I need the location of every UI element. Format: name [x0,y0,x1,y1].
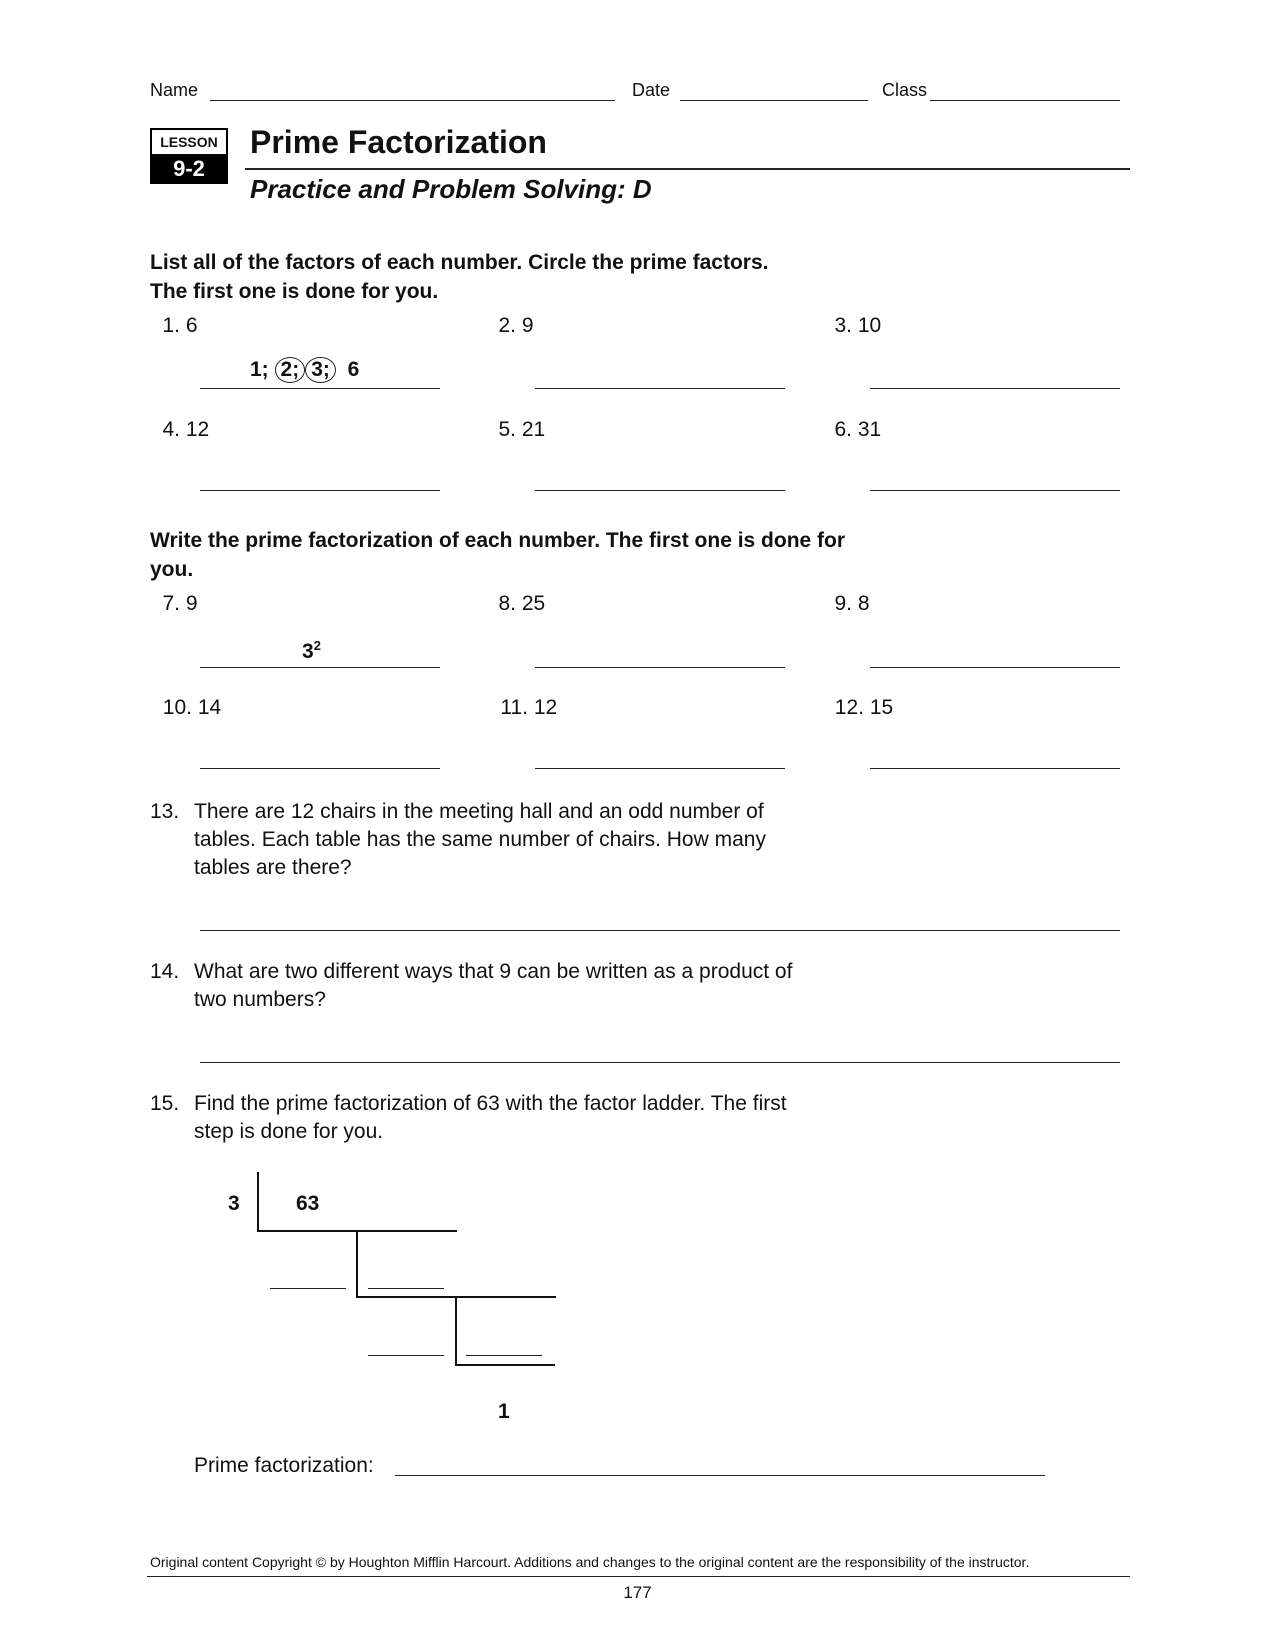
name-field[interactable] [210,100,615,101]
problem-4: 4. 12 [162,418,210,441]
answer-line-6[interactable] [870,490,1120,491]
circled-prime: 2; [275,357,306,383]
ladder-quotient-blank-2[interactable] [368,1288,444,1289]
class-field[interactable] [930,100,1120,101]
answer-line-14[interactable] [200,1062,1120,1063]
answer-line-8[interactable] [535,667,785,668]
problem-9: 9. 8 [834,592,870,615]
ladder-result: 1 [498,1400,510,1423]
problem-text-line: two numbers? [194,988,326,1011]
class-label: Class [882,80,928,100]
answer-line-13[interactable] [200,930,1120,931]
problem-10: 10. 14 [162,696,222,719]
ladder-step-2-bar [356,1230,358,1298]
problem-12: 12. 15 [834,696,894,719]
section1-instructions [150,248,769,306]
ladder-step-1-bar [257,1172,259,1232]
problem-8: 8. 25 [498,592,546,615]
answer-line-12[interactable] [870,768,1120,769]
title-divider [245,168,1130,170]
problem-15 [150,1090,787,1146]
problem-1: 1. 6 [162,314,198,337]
answer-line-11[interactable] [535,768,785,769]
problem-11: 11. 12 [500,696,558,719]
ladder-divisor-blank-3[interactable] [368,1355,444,1356]
problem-14 [150,958,792,1014]
problem-text-line: Find the prime factorization of 63 with the factor ladder. The first [194,1092,787,1115]
answer-line-4[interactable] [200,490,440,491]
example-answer-7 [302,638,321,664]
instruction-line: you. [150,558,194,581]
lesson-label: LESSON [160,134,218,150]
answer-line-7[interactable] [200,667,440,668]
ladder-divisor-blank-2[interactable] [270,1288,346,1289]
problem-text-line: step is done for you. [194,1120,384,1143]
problem-text-line: tables are there? [194,856,352,879]
problem-number: 13. [150,800,180,823]
problem-number: 15. [150,1092,180,1115]
page-number: 177 [623,1583,652,1602]
answer-line-2[interactable] [535,388,785,389]
answer-text: 6 [347,358,360,381]
example-answer-1 [250,357,359,383]
instruction-line: List all of the factors of each number. Circle the prime factors. [150,251,769,274]
section2-instructions [150,526,845,584]
ladder-step-3-bar [455,1296,457,1366]
problem-text-line: tables. Each table has the same number of chairs. How many [194,828,766,851]
lesson-number: 9-2 [150,154,228,184]
ladder-step-3-floor [455,1364,555,1366]
problem-3: 3. 10 [834,314,882,337]
answer-line-1[interactable] [200,388,440,389]
copyright-notice: Original content Copyright © by Houghton Mifflin Harcourt. Additions and changes to the original content are the responsibility of the instructor. [150,1554,1030,1570]
problem-13 [150,798,766,882]
name-label: Name [150,80,199,100]
answer-base: 3 [302,640,314,663]
problem-number: 14. [150,960,180,983]
circled-prime: 3; [305,357,336,383]
prime-factorization-label: Prime factorization: [194,1454,374,1477]
date-label: Date [632,80,671,100]
page-title: Prime Factorization [250,124,547,160]
problem-text-line: There are 12 chairs in the meeting hall and an odd number of [194,800,764,823]
prime-factorization-answer-line[interactable] [395,1475,1045,1476]
answer-exponent: 2 [313,638,321,653]
problem-5: 5. 21 [498,418,546,441]
problem-text-line: What are two different ways that 9 can be written as a product of [194,960,793,983]
answer-text: 1; [250,358,269,381]
ladder-divisor: 3 [228,1192,240,1215]
problem-6: 6. 31 [834,418,882,441]
instruction-line: Write the prime factorization of each number. The first one is done for [150,529,846,552]
answer-line-9[interactable] [870,667,1120,668]
ladder-dividend: 63 [296,1192,320,1215]
answer-line-5[interactable] [535,490,785,491]
instruction-line: The first one is done for you. [150,280,439,303]
ladder-quotient-blank-3[interactable] [466,1355,542,1356]
problem-2: 2. 9 [498,314,534,337]
answer-line-3[interactable] [870,388,1120,389]
date-field[interactable] [680,100,868,101]
footer-divider [147,1576,1130,1577]
answer-line-10[interactable] [200,768,440,769]
page-subtitle: Practice and Problem Solving: D [250,174,652,204]
problem-7: 7. 9 [162,592,198,615]
